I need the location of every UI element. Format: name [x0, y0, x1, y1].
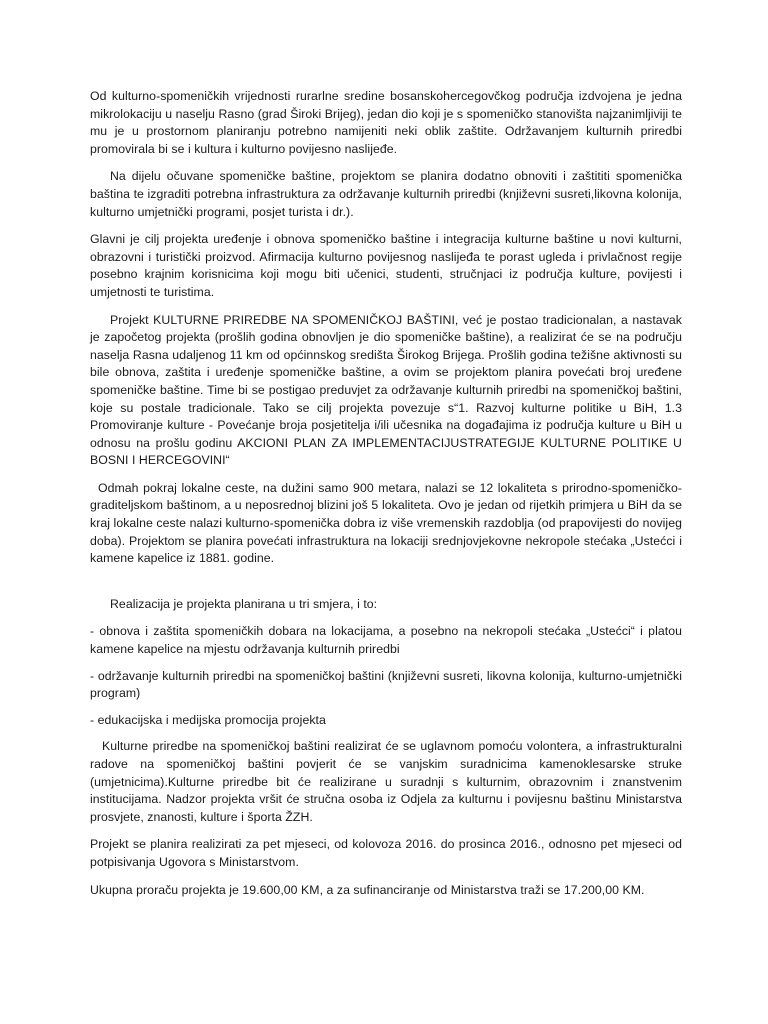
list-item-promotion: - edukacijska i medijska promocija projekta: [90, 712, 326, 727]
paragraph-location: Odmah pokraj lokalne ceste, na dužini samo 900 metara, nalazi se 12 lokaliteta s prirodno-spomeničko-graditeljskom baštinom, a u neposrednoj blizini još 5 lokaliteta. Ovo je jedan od rijetkih primjera u BiH da se kraj lokalne ceste nalazi kulturno-spomenička dobra iz više vremenskih razdoblja (od prapovijesti do novijeg doba). Projektom se planira povećati infrastruktura na lokaciji srednjovjekovne nekropole stećaka „Ustećci i kamene kapelice iz 1881. godine.: [90, 480, 682, 566]
document-body: [90, 88, 682, 909]
list-item-restoration: - obnova i zaštita spomeničkih dobara na lokacijama, a posebno na nekropoli stećaka „Ustećci“ i platou kamene kapelice na mjestu održavanja kulturnih priredbi: [90, 624, 682, 657]
paragraph-timeline: Projekt se planira realizirati za pet mjeseci, od kolovoza 2016. do prosinca 2016., odnosno pet mjeseci od potpisivanja Ugovora s Ministarstvom.: [90, 837, 682, 869]
paragraph-realization-intro: Realizacija je projekta planirana u tri smjera, i to:: [110, 596, 378, 611]
paragraph-project-description: Projekt KULTURNE PRIREDBE NA SPOMENIČKOJ BAŠTINI, već je postao tradicionalan, a nastavak je započetog projekta (prošlih godina obnovljen je dio spomeničke baštine), a realizirat će se na području naselja Rasna udaljenog 11 km od općinnskog središta Širokog Brijega. Prošlih godina težišne aktivnosti su bile obnova, zaštita i uređenje spomeničke baštine, a ovim se projektom planira povećati broj uređene spomeničke baštine. Time bi se postigao preduvjet za održavanje kulturnih priredbi na spomeničkoj baštini, koje su postale tradicionale. Tako se cilj projekta povezuje s“1. Razvoj kulturne politike u BiH, 1.3 Promoviranje kulture - Povećanje broja posjetitelja i/ili učesnika na događajima iz područja kulture u BiH u odnosu na prošlu godinu AKCIONI PLAN ZA IMPLEMENTACIJUSTRATEGIJE KULTURNE POLITIKE U BOSNI I HERCEGOVINI“: [90, 312, 682, 468]
list-item-events: - održavanje kulturnih priredbi na spomeničkoj baštini (književni susreti, likovna kolonija, kulturno-umjetnički program): [90, 668, 682, 701]
paragraph-main-goal: Glavni je cilj projekta uređenje i obnova spomeničko baštine i integracija kulturne baštine u novi kulturni, obrazovni i turistički proizvod. Afirmacija kulturno povijesnog naslijeđa te porast ugleda i privlačnost regije posebno krajnim korisnicima koji mogu biti učenici, studenti, stručnjaci iz područja kulture, povijesti i umjetnosti te turistima.: [90, 232, 682, 299]
paragraph-intro: Od kulturno-spomeničkih vrijednosti rurarlne sredine bosanskohercegovčkog područja izdvojena je jedna mikrolokaciju u naselju Rasno (grad Široki Brijeg), jedan dio koji je s spomeničko stanovišta najzanimljiviji te mu je u prostornom planiranju potrebno namijeniti neki oblik zaštite. Održavanjem kulturnih priredbi promovirala bi se i kultura i kulturno povijesno naslijeđe.: [90, 89, 682, 156]
paragraph-budget: Ukupna proraču projekta je 19.600,00 KM, a za sufinanciranje od Ministarstva traži se 17.200,00 KM.: [90, 882, 645, 897]
paragraph-heritage: Na dijelu očuvane spomeničke baštine, projektom se planira dodatno obnoviti i zaštititi spomenička baština te izgraditi potrebna infrastruktura za održavanje kulturnih priredbi (književni susreti,likovna kolonija, kulturno umjetnički programi, posjet turista i dr.).: [90, 169, 682, 219]
paragraph-volunteers: Kulturne priredbe na spomeničkoj baštini realizirat će se uglavnom pomoću volontera, a infrastrukturalni radove na spomeničkoj baštini povjerit će se vanjskim suradnicima kamenoklesarske struke (umjetnicima).Kulturne priredbe bit će realizirane u suradnji s kulturnim, obrazovnim i znanstvenim institucijama. Nadzor projekta vršit će stručna osoba iz Odjela za kulturnu i povijesnu baštinu Ministarstva prosvjete, znanosti, kulture i športa ŽZH.: [90, 739, 682, 824]
